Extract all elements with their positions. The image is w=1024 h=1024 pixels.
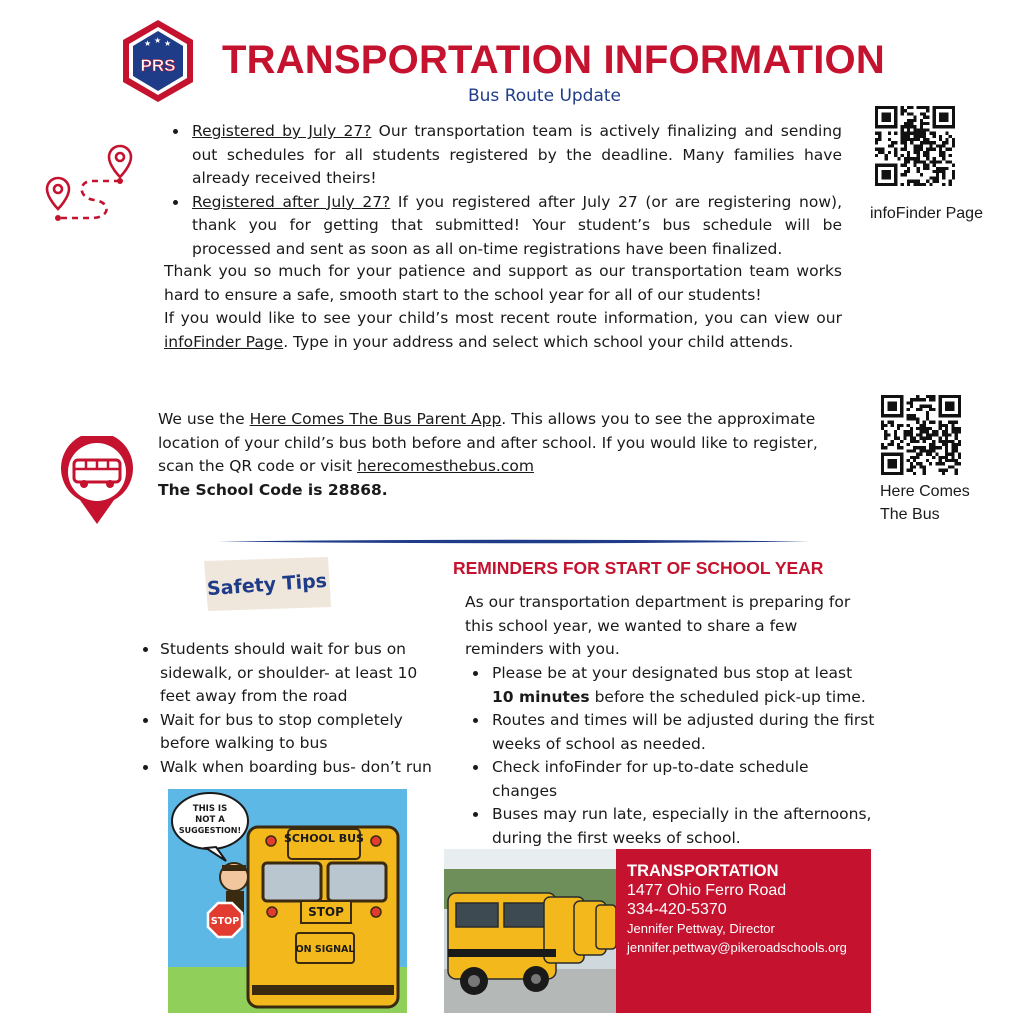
infofinder-qr-code[interactable] <box>875 106 955 186</box>
safety-tips-title: Safety Tips <box>206 569 328 601</box>
route-update-paragraphs <box>164 260 842 354</box>
svg-text:NOT A: NOT A <box>195 815 225 825</box>
svg-text:★: ★ <box>164 39 172 48</box>
infofinder-paragraph <box>164 307 842 354</box>
infofinder-qr-label: infoFinder Page <box>870 205 983 222</box>
safety-tips-list <box>136 638 446 779</box>
reminder-text: Please be at your designated bus stop at least <box>492 664 853 682</box>
contact-address: 1477 Ohio Ferro Road <box>627 882 787 899</box>
route-map-icon <box>42 142 138 224</box>
list-item <box>466 709 876 756</box>
contact-email[interactable]: jennifer.pettway@pikeroadschools.org <box>627 940 847 955</box>
contact-director: Jennifer Pettway, Director <box>627 921 775 936</box>
list-item <box>466 756 876 803</box>
bus-stop-label: STOP <box>308 905 344 919</box>
registered-by-text: Our transportation team is actively finalizing and sending out schedules for all students registered by the deadline. Many families have already received theirs! <box>192 122 843 187</box>
thanks-paragraph: Thank you so much for your patience and support as our transportation team works hard to ensure a safe, smooth start to the school year for all of our students! <box>164 262 842 304</box>
school-buses-photo <box>444 849 616 1013</box>
svg-text:THIS IS: THIS IS <box>192 804 228 814</box>
infofinder-text-before: If you would like to see your child’s most recent route information, you can view our <box>164 309 842 327</box>
bus-app-link[interactable]: Here Comes The Bus Parent App <box>249 410 502 428</box>
route-update-list <box>166 120 842 261</box>
list-item <box>166 191 842 262</box>
reminder-bold: 10 minutes <box>492 687 590 706</box>
svg-text:★: ★ <box>154 36 162 45</box>
bus-app-text-before: We use the <box>158 410 250 428</box>
page-subtitle: Bus Route Update <box>468 86 622 106</box>
bus-location-pin-icon <box>60 436 134 526</box>
page-title: TRANSPORTATION INFORMATION <box>222 38 885 82</box>
list-item: Walk when boarding bus- don’t run <box>136 756 446 780</box>
transportation-contact-card <box>616 849 871 1013</box>
on-signal-text: ON SIGNAL <box>295 944 355 955</box>
svg-text:SUGGESTION!: SUGGESTION! <box>178 826 242 835</box>
list-item: Students should wait for bus on sidewalk, or shoulder- at least 10 feet away from the road <box>136 638 446 709</box>
registered-by-label: Registered by July 27? <box>192 122 372 140</box>
reminder-text: Routes and times will be adjusted during the first weeks of school as needed. <box>492 711 875 753</box>
registered-after-label: Registered after July 27? <box>192 192 391 211</box>
reminders-list <box>466 662 876 850</box>
bus-sign-text: SCHOOL BUS <box>284 832 364 845</box>
reminder-text: Buses may run late, especially in the afternoons, during the first weeks of school. <box>492 805 872 847</box>
reminder-text: Check infoFinder for up-to-date schedule changes <box>492 758 809 800</box>
svg-text:★: ★ <box>144 39 152 48</box>
contact-phone[interactable]: 334-420-5370 <box>627 901 727 918</box>
logo-text: PRS <box>140 56 176 75</box>
safety-tips-badge <box>200 555 334 613</box>
bus-app-section <box>158 408 844 502</box>
reminders-intro: As our transportation department is preparing for this school year, we wanted to share a few reminders with you. <box>465 593 851 658</box>
reminder-text-after: before the scheduled pick-up time. <box>589 687 866 706</box>
contact-title: TRANSPORTATION <box>627 862 779 880</box>
stop-sign-text: STOP <box>210 916 240 927</box>
infofinder-link[interactable]: infoFinder Page <box>164 332 284 351</box>
reminders-title: REMINDERS FOR START OF SCHOOL YEAR <box>453 558 824 578</box>
list-item: Wait for bus to stop completely before walking to bus <box>136 709 446 756</box>
school-bus-cartoon <box>168 789 407 1013</box>
bus-site-link[interactable]: herecomesthebus.com <box>357 457 534 475</box>
here-comes-the-bus-qr-code[interactable] <box>881 395 961 475</box>
list-item <box>466 803 876 850</box>
prs-logo <box>120 18 196 104</box>
list-item <box>466 662 876 709</box>
bus-app-text-after: . This allows you to see the approximate location of your child’s bus both before and after school. If you would like to register, scan the QR code or visit <box>158 410 818 475</box>
section-divider <box>218 539 810 544</box>
here-comes-the-bus-qr-label: Here Comes The Bus <box>880 483 970 523</box>
bus-app-paragraph <box>158 408 844 479</box>
list-item <box>166 120 842 191</box>
registered-after-text: If you registered after July 27 (or are registering now), thank you for getting that submitted! Your student’s bus schedule will be processed and sent as soon as all on-time registrations have been finalized. <box>192 192 842 258</box>
school-code: The School Code is 28868. <box>158 480 388 499</box>
infofinder-text-after: . Type in your address and select which school your child attends. <box>283 332 794 351</box>
